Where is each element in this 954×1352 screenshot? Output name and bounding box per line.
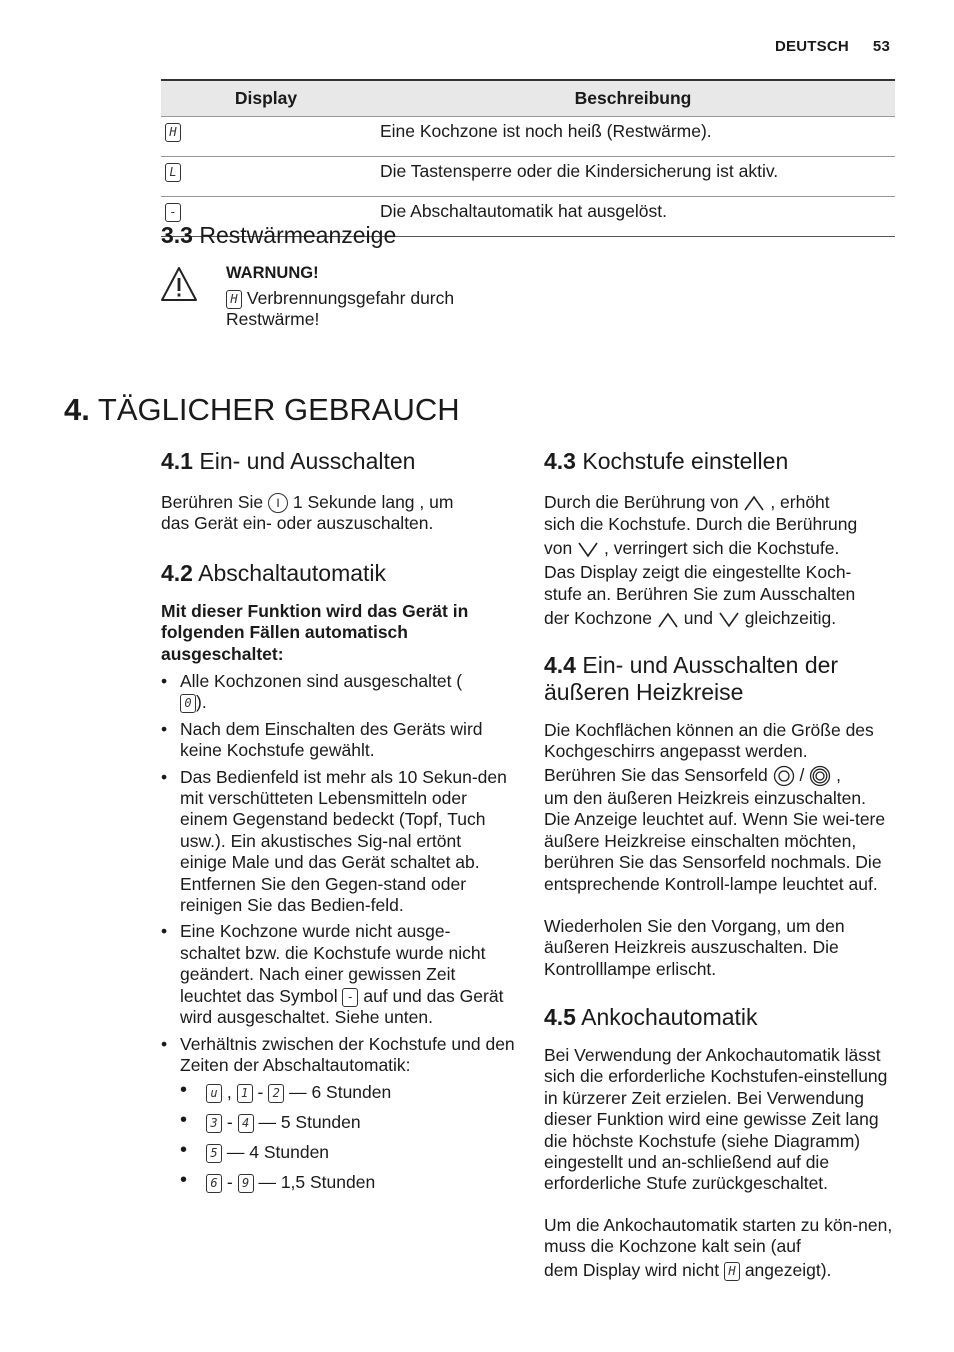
section-heading-4-5 bbox=[544, 1004, 899, 1031]
section-title: Ein- und Ausschalten der bbox=[582, 652, 839, 678]
text-span: Durch die Berührung von bbox=[544, 492, 739, 512]
section-4-3-text bbox=[544, 492, 899, 630]
table-row bbox=[161, 157, 895, 197]
display-table bbox=[161, 79, 895, 237]
chapter-title: TÄGLICHER GEBRAUCH bbox=[97, 392, 460, 427]
text-span: — 1,5 Stunden bbox=[258, 1172, 376, 1193]
display-symbol: 2 bbox=[268, 1084, 284, 1103]
text-span: , bbox=[836, 765, 841, 785]
section-4-1-text bbox=[161, 492, 516, 535]
display-symbol: 6 bbox=[206, 1174, 222, 1193]
section-number: 4.5 bbox=[544, 1004, 576, 1030]
display-symbol: u bbox=[206, 1084, 222, 1103]
section-title: Kochstufe einstellen bbox=[582, 448, 789, 474]
chevron-down-icon bbox=[718, 612, 740, 628]
section-4-5-p2: Um die Ankochautomatik starten zu kön-nen, muss die Kochzone kalt sein (auf bbox=[544, 1215, 893, 1257]
warning-text bbox=[226, 288, 526, 331]
section-number: 4.2 bbox=[161, 560, 193, 586]
text-span: auf und das Gerät wird ausgeschaltet. Siehe unten. bbox=[180, 985, 504, 1028]
page-header bbox=[775, 38, 890, 55]
double-ring-icon bbox=[809, 765, 831, 787]
row-description: Die Abschaltautomatik hat ausgelöst. bbox=[371, 197, 895, 237]
text-span: — 6 Stunden bbox=[289, 1082, 392, 1103]
text-span: , erhöht bbox=[770, 492, 830, 512]
section-number: 4.1 bbox=[161, 448, 193, 474]
display-symbol: H bbox=[165, 123, 181, 142]
section-4-5-p1: Bei Verwendung der Ankochautomatik lässt sich die erforderliche Kochstufen-einstellung in kürzerer Zeit erzielen. Bei Verwendung dieser Funktion wird eine gewisse Zeit lang die höchste Kochstufe (siehe Diagramm) eingestellt und an-schließend auf die erforderliche Stufe zurückgeschaltet. bbox=[544, 1045, 888, 1194]
text-span: das Gerät ein- oder auszuschalten. bbox=[161, 513, 434, 534]
display-symbol: 3 bbox=[206, 1114, 222, 1133]
text-span: - bbox=[226, 1112, 233, 1133]
table-row bbox=[161, 117, 895, 157]
text-span: gleichzeitig. bbox=[744, 608, 837, 629]
section-heading-4-1 bbox=[161, 448, 516, 475]
text-line: Das Display zeigt die eingestellte Koch- bbox=[544, 562, 852, 583]
display-symbol: - bbox=[342, 988, 358, 1007]
chapter-number: 4. bbox=[64, 392, 90, 427]
text-span: / bbox=[799, 765, 805, 785]
text-span: 1 Sekunde lang , um bbox=[292, 492, 454, 512]
text-span: , verringert sich die Kochstufe. bbox=[603, 538, 840, 559]
section-4-2-intro: Mit dieser Funktion wird das Gerät in folgenden Fällen automatisch ausgeschaltet: bbox=[161, 601, 469, 664]
text-span: dem Display wird nicht bbox=[544, 1260, 720, 1280]
section-4-4-p3: Wiederholen Sie den Vorgang, um den äußeren Heizkreis auszuschalten. Die Kontrolllampe erlischt. bbox=[544, 916, 845, 979]
section-number: 3.3 bbox=[161, 222, 193, 248]
section-number: 4.4 bbox=[544, 652, 576, 678]
section-title: Ankochautomatik bbox=[581, 1004, 758, 1030]
text-line: stufe an. Berühren Sie zum Ausschalten bbox=[544, 583, 856, 604]
section-4-5-last-line bbox=[544, 1260, 899, 1281]
list-item bbox=[161, 671, 516, 714]
power-button-icon: I bbox=[268, 493, 288, 513]
display-symbol: H bbox=[226, 290, 242, 309]
text-span: - bbox=[226, 1172, 233, 1193]
section-heading-4-2 bbox=[161, 560, 516, 587]
text-span: Eine Kochzone wurde nicht ausge-schaltet bzw. die Kochstufe wurde nicht geändert. Nach einer gewissen bbox=[180, 921, 486, 985]
section-title: Ein- und Ausschalten bbox=[199, 448, 416, 474]
column-header-description: Beschreibung bbox=[371, 80, 895, 117]
list-item bbox=[180, 1171, 516, 1193]
warning-line: Restwärme! bbox=[226, 309, 320, 330]
chevron-up-icon bbox=[657, 612, 679, 628]
header-language: DEUTSCH bbox=[775, 38, 849, 55]
text-span: ). bbox=[196, 692, 207, 713]
text-span: Berühren Sie bbox=[161, 492, 264, 512]
section-4-4-sensor-line bbox=[544, 765, 899, 787]
page-number: 53 bbox=[872, 38, 890, 55]
row-description: Eine Kochzone ist noch heiß (Restwärme). bbox=[371, 117, 895, 157]
shutdown-conditions-list bbox=[161, 671, 516, 1201]
display-symbol: 1 bbox=[237, 1084, 253, 1103]
text-span: und bbox=[683, 608, 713, 629]
list-item: • Das Bedienfeld ist mehr als 10 Sekun-den mit verschütteten Lebensmitteln oder einem Gegenstand bedeckt (Topf, Tuch usw.). Ein akustisches Sig-nal ertönt einige Male und das Gerät schaltet ab. Entfernen Sie den Gegen-stand oder reinigen Sie das Bedien-feld. bbox=[161, 767, 510, 917]
list-item bbox=[180, 1111, 516, 1133]
section-4-4-p2: um den äußeren Heizkreis einzuschalten. Die Anzeige leuchtet auf. Wenn Sie wei-tere äußere Heizkreise einschalten möchten, berühren Sie das Sensorfeld nochmals. Die entsprechende Kontroll-lampe leuchtet auf. bbox=[544, 788, 886, 894]
display-symbol: L bbox=[165, 163, 181, 182]
display-symbol: 4 bbox=[238, 1114, 254, 1133]
chapter-heading bbox=[64, 392, 460, 428]
text-span: von bbox=[544, 538, 573, 559]
section-heading-4-3 bbox=[544, 448, 899, 475]
list-item bbox=[180, 1141, 516, 1163]
column-header-display: Display bbox=[161, 80, 371, 117]
section-4-4-p1: Die Kochflächen können an die Größe des Kochgeschirrs angepasst werden. bbox=[544, 720, 874, 762]
warning-title: WARNUNG! bbox=[226, 264, 319, 282]
display-symbol: 5 bbox=[206, 1144, 222, 1163]
display-symbol: 9 bbox=[238, 1174, 254, 1193]
text-line: sich die Kochstufe. Durch die Berührung bbox=[544, 514, 858, 534]
text-span: - bbox=[257, 1082, 264, 1103]
chevron-down-icon bbox=[577, 542, 599, 558]
warning-icon bbox=[159, 265, 199, 308]
section-title: Restwärmeanzeige bbox=[199, 222, 397, 248]
text-span: Berühren Sie das Sensorfeld bbox=[544, 765, 768, 785]
section-heading-4-4 bbox=[544, 652, 899, 706]
section-title: äußeren Heizkreise bbox=[544, 679, 744, 705]
single-ring-icon bbox=[773, 765, 795, 787]
text-span: angezeigt). bbox=[744, 1260, 832, 1280]
list-item bbox=[180, 1081, 516, 1103]
section-heading-3-3 bbox=[161, 222, 396, 249]
section-number: 4.3 bbox=[544, 448, 576, 474]
text-span: , bbox=[226, 1082, 232, 1103]
display-symbol: 0 bbox=[180, 694, 196, 713]
text-span: der Kochzone bbox=[544, 608, 652, 629]
row-description: Die Tastensperre oder die Kindersicherung ist aktiv. bbox=[371, 157, 895, 197]
warning-line: Verbrennungsgefahr durch bbox=[246, 288, 455, 308]
text-span: — 4 Stunden bbox=[226, 1142, 330, 1163]
chevron-up-icon bbox=[743, 495, 765, 511]
level-duration-list bbox=[180, 1081, 516, 1193]
display-symbol: - bbox=[165, 203, 181, 222]
list-item: • Verhältnis zwischen der Kochstufe und den Zeiten der Abschaltautomatik: bbox=[161, 1034, 515, 1077]
text-span: — 5 Stunden bbox=[258, 1112, 361, 1133]
display-symbol: H bbox=[724, 1262, 740, 1281]
table-header-row bbox=[161, 80, 895, 117]
list-item bbox=[161, 921, 510, 1028]
section-title: Abschaltautomatik bbox=[198, 560, 387, 586]
text-span: Zeit leuchtet das Symbol bbox=[180, 964, 456, 1006]
list-item: • Nach dem Einschalten des Geräts wird keine Kochstufe gewählt. bbox=[161, 719, 516, 762]
text-span: Alle Kochzonen sind ausgeschaltet ( bbox=[180, 671, 463, 691]
